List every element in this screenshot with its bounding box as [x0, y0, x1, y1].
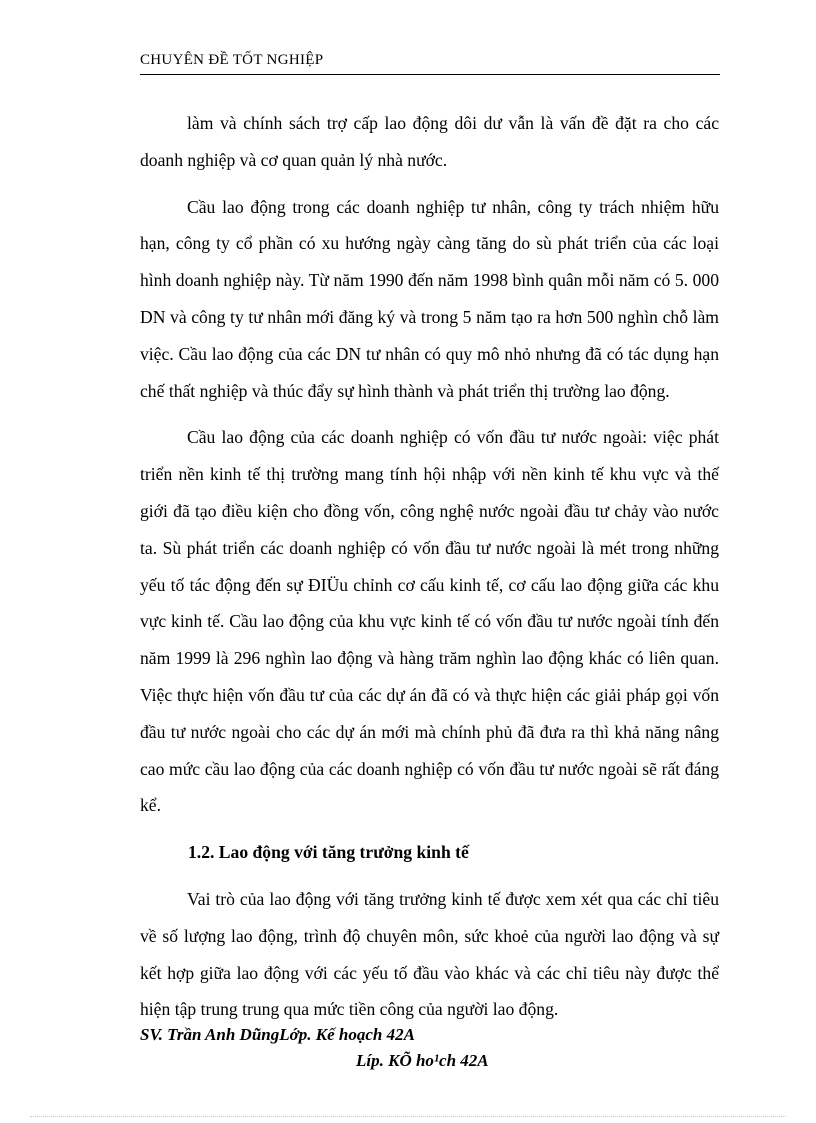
body-paragraph-2: Cầu lao động trong các doanh nghiệp tư nhân, công ty trách nhiệm hữu hạn, công ty cổ phần có xu hướng ngày càng tăng do sù phát triển của các loại hình doanh nghiệp này. Từ năm 1990 đến năm 1998 bình quân mỗi năm có 5. 000 DN và công ty tư nhân mới đăng ký và trong 5 năm tạo ra hơn 500 nghìn chỗ làm việc. Cầu lao động của các DN tư nhân có quy mô nhỏ nhưng đã có tác dụng hạn chế thất nghiệp và thúc đẩy sự hình thành và phát triển thị trường lao động.: [140, 196, 719, 401]
body-paragraph-4: Vai trò của lao động với tăng trưởng kinh tế được xem xét qua các chỉ tiêu về số lượng lao động, trình độ chuyên môn, sức khoẻ của người lao động và sự kết hợp giữa lao động với các yếu tố đầu vào khác và các chỉ tiêu này được thể hiện tập trung trung qua mức tiền công của người lao động.: [140, 888, 719, 1020]
page-bottom-border: [30, 1116, 786, 1117]
page-header: [140, 50, 720, 75]
footer-author-line: SV. Trần Anh DũngLớp. Kế hoạch 42A: [140, 1025, 415, 1044]
header-title: CHUYÊN ĐỀ TỐT NGHIỆP: [140, 52, 324, 68]
document-body: [140, 105, 719, 1028]
body-paragraph-1: làm và chính sách trợ cấp lao động dôi dư vẫn là vấn đề đặt ra cho các doanh nghiệp và cơ quan quản lý nhà nước.: [140, 113, 719, 170]
section-heading: 1.2. Lao động với tăng trưởng kinh tế: [188, 842, 469, 863]
footer-class-line: Líp. KÕ ho¹ch 42A: [356, 1051, 489, 1070]
body-paragraph-3: Cầu lao động của các doanh nghiệp có vốn đầu tư nước ngoài: việc phát triển nền kinh tế thị trường mang tính hội nhập với nền kinh tế khu vực và thế giới đã tạo điều kiện cho đồng vốn, công nghệ nước ngoài đầu tư chảy vào nước ta. Sù phát triển các doanh nghiệp có vốn đầu tư nước ngoài là mét trong những yếu tố tác động đến sự ĐIÜu chỉnh cơ cấu kinh tế, cơ cấu lao động giữa các khu vực kinh tế. Cầu lao động của khu vực kinh tế có vốn đầu tư nước ngoài tính đến năm 1999 là 296 nghìn lao động và hàng trăm nghìn lao động khác có liên quan. Việc thực hiện vốn đầu tư của các dự án đã có và thực hiện các giải pháp gọi vốn đầu tư nước ngoài cho các dự án mới mà chính phủ đã đưa ra thì khả năng nâng cao mức cầu lao động của các doanh nghiệp có vốn đầu tư nước ngoài sẽ rất đáng kể.: [140, 427, 719, 816]
